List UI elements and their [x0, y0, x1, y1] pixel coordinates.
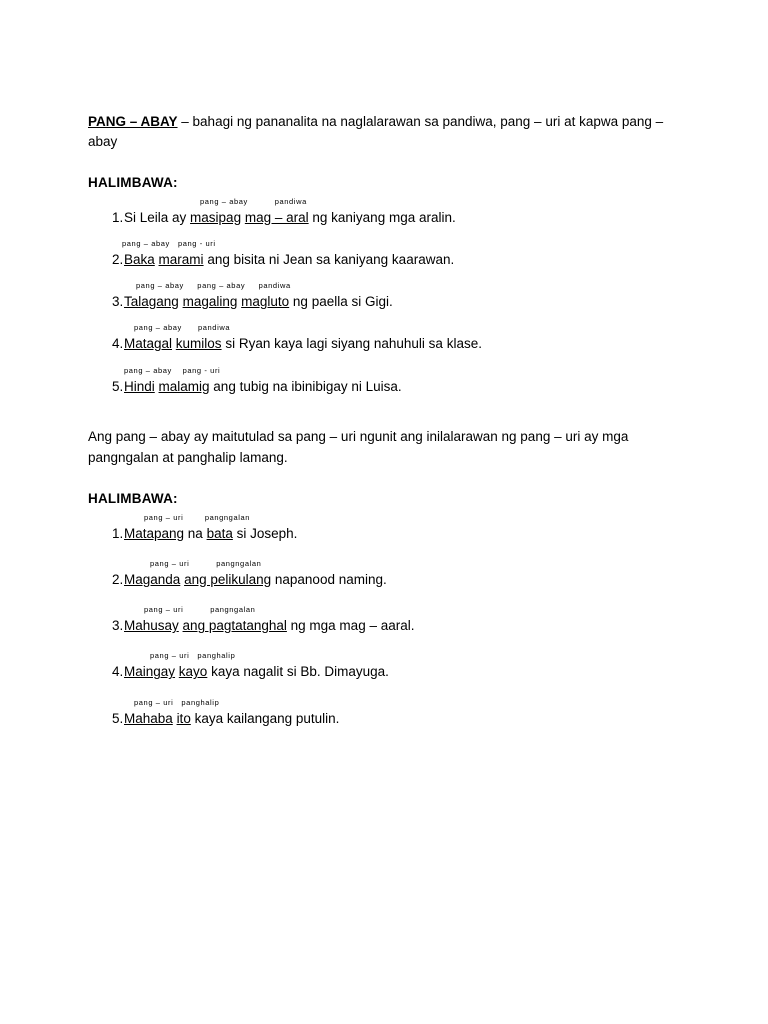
sentence-text-after: ng mga mag – aaral. [286, 618, 415, 634]
underlined-word-2: magaling [182, 294, 238, 309]
underlined-word-1: Maganda [124, 571, 181, 587]
list-item-number: 4. [112, 336, 124, 352]
list-item-number: 1. [112, 209, 124, 225]
list-item [88, 697, 688, 729]
sentence-text-after: napanood naming. [271, 571, 387, 587]
list-item-number: 3. [112, 294, 124, 309]
example-sentence-row [88, 616, 688, 636]
example-sentence-row [88, 709, 688, 729]
example-list-2 [88, 512, 688, 729]
example-sentence [124, 334, 688, 354]
list-item-number: 2. [112, 251, 124, 267]
list-item [88, 196, 688, 228]
example-sentence [124, 524, 688, 544]
underlined-word-1: Talagang [124, 294, 179, 309]
section-label-halimbawa-1: HALIMBAWA: [88, 174, 178, 190]
example-sentence-row [88, 250, 688, 270]
grammar-tag-row: pang – abay pandiwa [200, 196, 307, 206]
underlined-word-2: mag – aral [244, 209, 309, 225]
sentence-text-before: Si Leila ay [124, 209, 191, 225]
underlined-word-1: masipag [190, 209, 242, 225]
example-sentence [124, 292, 688, 312]
example-sentence [124, 662, 688, 682]
list-item-number: 5. [112, 378, 124, 394]
example-sentence-row [88, 662, 688, 682]
underlined-word-2: kumilos [175, 336, 222, 352]
list-item-number: 2. [112, 571, 124, 587]
sentence-text-after: kaya kailangang putulin. [190, 710, 340, 726]
underlined-word-1: Matapang [124, 525, 185, 541]
document-title-line [88, 112, 688, 153]
list-item-number: 3. [112, 618, 124, 634]
list-item [88, 604, 688, 636]
underlined-word-1: Mahusay [124, 618, 179, 634]
underlined-word-1: Mahaba [124, 710, 173, 726]
example-list-1 [88, 196, 688, 397]
sentence-text-after: ng kaniyang mga aralin. [308, 209, 456, 225]
grammar-tag-row: pang – abay pang – abay pandiwa [136, 281, 291, 290]
underlined-word-1: Hindi [124, 378, 155, 394]
example-sentence [124, 616, 688, 636]
underlined-word-1: Maingay [124, 664, 176, 680]
example-sentence-row [88, 570, 688, 590]
sentence-text-after: ang tubig na ibinibigay ni Luisa. [209, 378, 402, 394]
underlined-word-2: ang pagtatanghal [182, 618, 287, 634]
title-definition: – bahagi ng pananalita na naglalarawan sa pandiwa, pang – uri at kapwa pang – abay [88, 114, 664, 150]
list-item-number: 5. [112, 710, 124, 726]
grammar-tag-row: pang – uri panghalip [134, 697, 220, 707]
sentence-text-middle: na [184, 525, 207, 541]
sentence-text-after: ng paella si Gigi. [289, 294, 393, 309]
grammar-tag-row: pang – uri panghalip [150, 651, 236, 661]
list-item [88, 512, 688, 544]
example-sentence [124, 709, 688, 729]
list-item-number: 4. [112, 664, 124, 680]
list-item [88, 280, 688, 312]
sentence-text-after: kaya nagalit si Bb. Dimayuga. [207, 664, 389, 680]
example-sentence-row [88, 377, 688, 397]
example-sentence-row [88, 334, 688, 354]
example-sentence [124, 570, 688, 590]
section-label-halimbawa-2: HALIMBAWA: [88, 490, 178, 506]
underlined-word-3: magluto [241, 294, 290, 309]
list-item [88, 238, 688, 270]
underlined-word-1: Baka [124, 251, 155, 267]
underlined-word-2: malamig [158, 378, 210, 394]
document-content [88, 112, 688, 743]
grammar-tag-row: pang – uri pangngalan [144, 512, 251, 522]
sentence-text-after: ang bisita ni Jean sa kaniyang kaarawan. [203, 251, 455, 267]
example-sentence [124, 208, 688, 228]
underlined-word-2: ang pelikulang [184, 571, 272, 587]
grammar-tag-row: pang – abay pandiwa [134, 323, 231, 333]
list-item [88, 322, 688, 354]
sentence-text-after: si Joseph. [232, 525, 298, 541]
underlined-word-1: Matagal [124, 336, 173, 352]
grammar-tag-row: pang – uri pangngalan [144, 605, 256, 615]
example-sentence [124, 250, 688, 270]
grammar-tag-row: pang – uri pangngalan [150, 558, 262, 568]
example-sentence-row [88, 208, 688, 228]
list-item [88, 650, 688, 682]
list-item [88, 365, 688, 397]
page-title: PANG – ABAY [88, 114, 178, 129]
example-sentence [124, 377, 688, 397]
underlined-word-2: kayo [178, 664, 208, 680]
sentence-text-after: si Ryan kaya lagi siyang nahuhuli sa klase. [221, 336, 482, 352]
grammar-tag-row: pang – abay pang - uri [122, 238, 216, 248]
explanation-paragraph: Ang pang – abay ay maitutulad sa pang – uri ngunit ang inilalarawan ng pang – uri ay mga pangngalan at panghalip lamang. [88, 428, 629, 465]
grammar-tag-row: pang – abay pang - uri [124, 365, 221, 375]
list-item-number: 1. [112, 525, 124, 541]
example-sentence-row [88, 524, 688, 544]
list-item [88, 558, 688, 590]
underlined-word-2: ito [176, 710, 191, 726]
underlined-word-2: marami [158, 251, 204, 267]
underlined-word-2: bata [206, 525, 233, 541]
example-sentence-row [88, 292, 688, 312]
